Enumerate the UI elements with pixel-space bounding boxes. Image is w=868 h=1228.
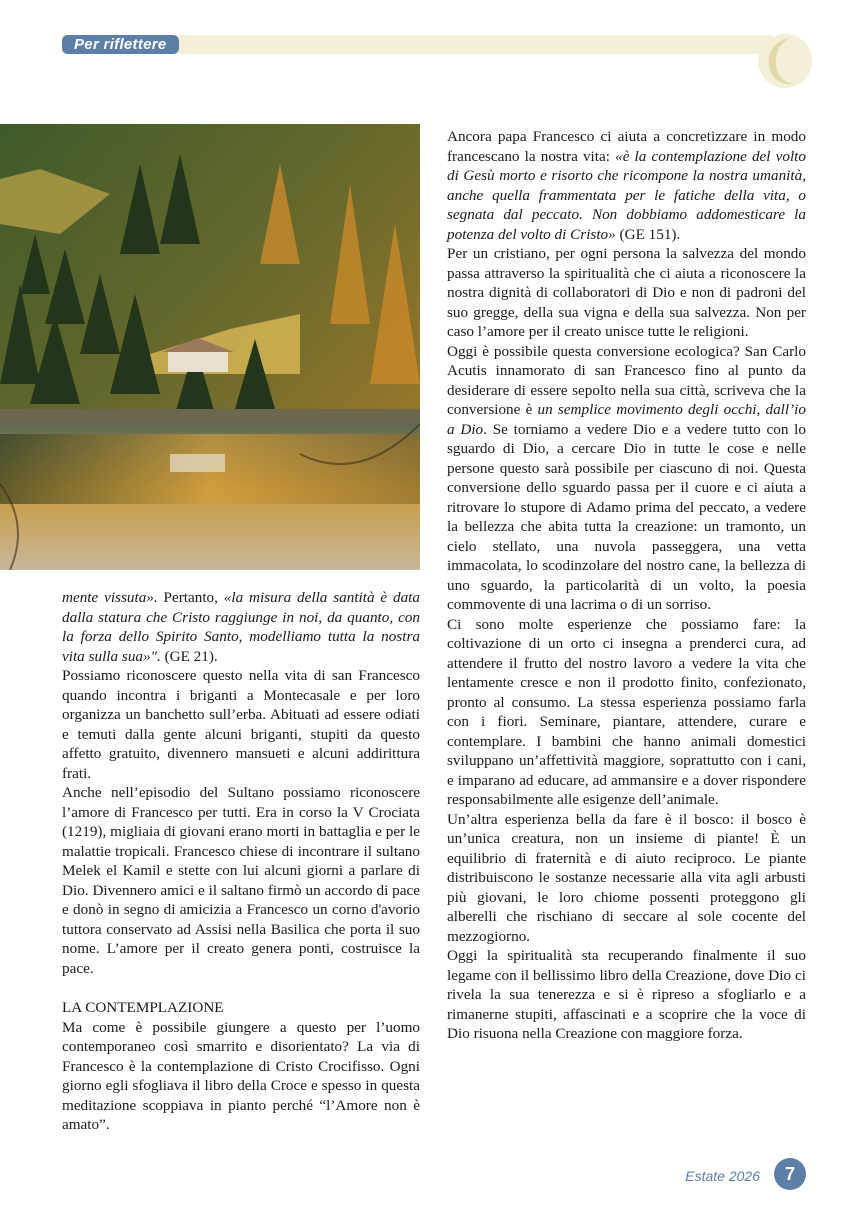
left-paragraph-2: Possiamo riconoscere questo nella vita di san Francesco quando incontra i briganti a Montecasale e per loro organizza un banchetto sull’erba. Abituati ad essere odiati e temuti dalla gente alcuni briganti, stupiti da questo affetto gratuito, divennero mansueti e alcuni addirittura frati.: [62, 667, 420, 782]
left-p1-quote: «la misura della santità è data dalla statura che Cristo raggiunge in noi, da quanto, con la forza dello Spirito Santo, modelliamo tutta la nostra vita sulla sua»".: [62, 589, 420, 665]
lake-photo: [0, 124, 420, 570]
issue-label: Estate 2026: [685, 1168, 760, 1184]
crescent-ornament-icon: [755, 30, 815, 92]
left-p1-text-1: Pertanto,: [157, 589, 224, 606]
photo-mountain-lake-icon: [0, 124, 420, 570]
right-p3-text-1: Oggi è possibile questa conversione ecologica? San Carlo Acutis innamorato di san Francesco fino al punto da desiderare di essere sepolto nella sua città, scriveva che la conversione è: [447, 342, 806, 418]
left-p1-italic-1: mente vissuta».: [62, 589, 158, 606]
right-text-column: [447, 127, 806, 1044]
right-paragraph-4: Ci sono molte esperienze che possiamo fare: la coltivazione di un orto ci insegna a prenderci cura, ad attendere il frutto del nostro lavoro a vedere la vita che lentamente cresce e non il prodotto finito, confezionato, pronto al consumo. La stessa esperienza possiamo farla con i fiori. Seminare, piantare, attendere, curare e contemplare. I bambini che hanno animali domestici sviluppano un’affettività maggiore, soprattutto con i cani, e imparano ad educare, ad ammansire e a dover rispondere responsabilmente alle esigenze dell’animale.: [447, 615, 806, 808]
left-paragraph-3: Anche nell’episodio del Sultano possiamo riconoscere l’amore di Francesco per tutti. Era in corso la V Crociata (1219), migliaia di giovani erano morti in battaglia e per le malattie tropicali. Francesco chiese di incontrare il sultano Melek el Kamil e stette con lui alcuni giorni a parlare di Dio. Divennero amici e il saltano firmò un accordo di pace e donò in segno di amicizia a Francesco un corno d'avorio tuttora conservato ad Assisi nella Basilica che porta il suo nome. L’amore per il creato genera ponti, costruisce la pace.: [62, 784, 420, 977]
right-paragraph-3: [447, 342, 806, 615]
paragraph-spacer: [62, 978, 420, 998]
right-paragraph-1: [447, 127, 806, 244]
left-p1-citation: (GE 21).: [160, 647, 218, 665]
section-tag: Per riflettere: [62, 35, 179, 54]
right-p3-italic: un semplice movimento degli occhi, dall’io a Dio: [447, 401, 806, 438]
right-p1-text: Ancora papa Francesco ci aiuta a concretizzare in modo francescano la nostra vita:: [447, 128, 806, 165]
right-paragraph-2: Per un cristiano, per ogni persona la salvezza del mondo passa attraverso la spiritualità che ci aiuta a riconoscere la nostra dignità di collaboratori di Dio e non di padroni del suo gregge, della sua vigna e della sua salvezza. Non per caso l’amore per il creato unisce tutte le religioni.: [447, 245, 806, 340]
left-text-column: [62, 588, 420, 1135]
right-paragraph-5: Un’altra esperienza bella da fare è il bosco: il bosco è un’unica creatura, non un insieme di piante! È un equilibrio di fraternità e di aiuto reciproco. Le piante distribuiscono le sostanze necessarie alla vita agli arbusti più giovani, le loro chiome possenti proteggono gli alberelli che rischiano di seccare al sole cocente del mezzogiorno.: [447, 810, 806, 945]
right-p1-citation: (GE 151).: [615, 225, 681, 243]
left-paragraph-4: Ma come è possibile giungere a questo per l’uomo contemporaneo così smarrito e disorientato? La via di Francesco è la contemplazione di Cristo Crocifisso. Ogni giorno egli sfogliava il libro della Croce e spesso in questa meditazione scoppiava in pianto perché “l’Amore non è amato”.: [62, 1018, 420, 1133]
page-number-badge: 7: [774, 1158, 806, 1190]
right-p1-quote: «è la contemplazione del volto di Gesù morto e risorto che ricompone la nostra umanità, anche quella frammentata per le fatiche della vita, o segnata dal peccato. Non dobbiamo addomesticare la potenza del volto di Cristo»: [447, 147, 806, 243]
right-paragraph-6: Oggi la spiritualità sta recuperando finalmente il suo legame con il bellissimo libro della Creazione, dove Dio ci rivela la sua tenerezza e si è ripreso a sfogliarlo e a rimanerne stupiti, affascinati e a scoprire che la voce di Dio risuona nella Creazione con maggiore forza.: [447, 947, 806, 1042]
left-paragraph-1: [62, 588, 420, 666]
section-heading: LA CONTEMPLAZIONE: [62, 999, 224, 1016]
right-p3-text-2: . Se torniamo a vedere Dio e a vedere tutto con lo sguardo di Dio, a cercare Dio in tutte le cose e nelle persone questo sarà possibile per ciascuno di noi. Questa conversione dello sguardo passa per il cuore e ci aiuta a ritrovare lo stupore di Adamo prima del peccato, a vedere la bellezza che abita tutta la creazione: un tramonto, un cielo stellato, una nuvola passeggera, una vetta immacolata, lo scodinzolare del nostro cane, la bellezza di uno sguardo, la particolarità di un volto, la poesia commovente di una lacrima o di un sorriso.: [447, 420, 806, 613]
